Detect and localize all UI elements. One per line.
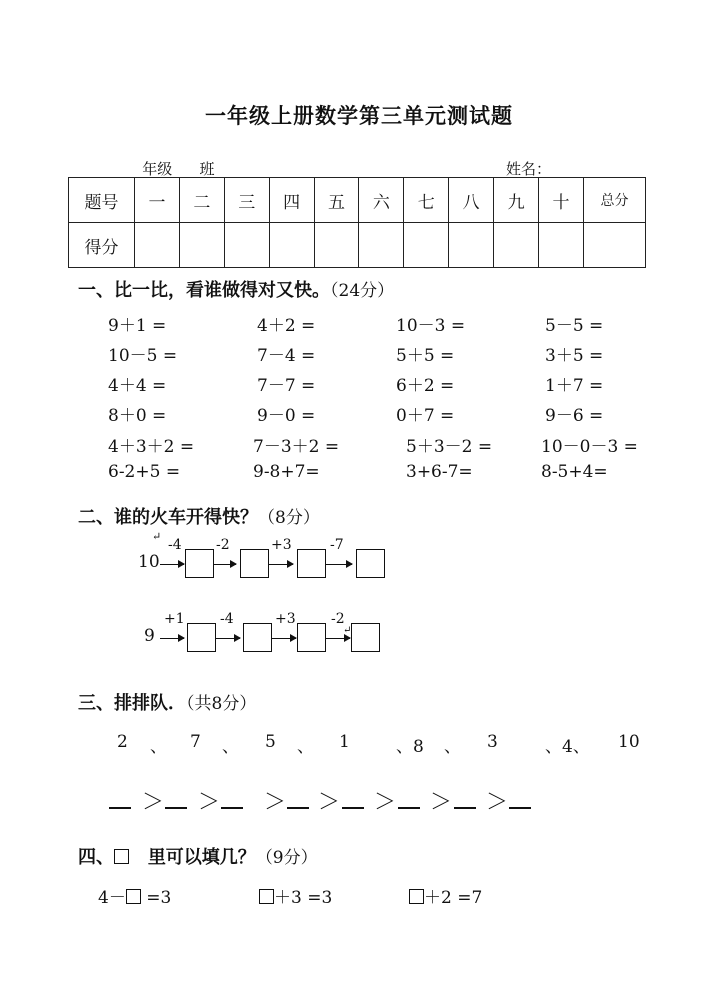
train2-box-3[interactable] [297,623,326,652]
table-cell: 七 [404,178,449,223]
score-cell[interactable] [269,223,314,268]
answer-square[interactable] [409,889,424,904]
separator: 、 [297,737,314,757]
score-cell[interactable] [449,223,494,268]
section4-item-1: 4－ =3 [98,888,172,908]
table-cell: 三 [224,178,269,223]
answer-blank[interactable] [454,807,476,809]
equation: 0＋7 = [396,406,455,426]
equation: 6-2+5 = [108,462,181,482]
equation: 5＋3－2 = [406,437,493,457]
train2-box-4[interactable] [351,623,380,652]
answer-square[interactable] [126,889,141,904]
equation: 6＋2 = [396,376,455,396]
section2-points: （8分） [258,508,320,528]
equation: 5－5 = [545,316,604,336]
score-cell[interactable] [584,223,646,268]
equation: 10－5 = [108,346,178,366]
train2-op-3: +3 [275,611,296,627]
arrow-icon [160,638,184,639]
train1-op-3: +3 [271,537,292,553]
arrow-icon [214,564,236,565]
equation: 10－3 = [396,316,466,336]
number-item: 、4、 [545,737,590,757]
page-title: 一年级上册数学第三单元测试题 [205,103,513,128]
greater-than-sign: ＞ [264,790,287,815]
equation: 9－0 = [257,406,316,426]
train1-op-2: -2 [216,537,230,553]
section1-heading: 一、比一比，看谁做得对又快。（24分） [78,280,395,301]
table-cell: 一 [135,178,180,223]
score-table-header-row [69,178,646,223]
arrow-icon [272,638,296,639]
train2-op-1: +1 [164,611,185,627]
table-cell: 六 [359,178,404,223]
equation: 9-8+7= [253,462,320,482]
answer-blank[interactable] [398,807,420,809]
table-cell: 九 [494,178,539,223]
table-cell: 四 [269,178,314,223]
section3-heading: 三、排排队．（共8分） [78,693,257,714]
train2-box-2[interactable] [243,623,272,652]
greater-than-sign: ＞ [430,790,453,815]
answer-blank[interactable] [165,807,187,809]
equation: 4＋3＋2 = [108,437,195,457]
score-cell[interactable] [404,223,449,268]
arrow-icon [326,638,350,639]
answer-blank[interactable] [287,807,309,809]
arrow-icon [326,564,352,565]
number-item: 7 [190,732,201,752]
train2-op-2: -4 [220,611,234,627]
arrow-icon [216,638,240,639]
separator: 、 [150,737,167,757]
equation: 8-5+4= [541,462,608,482]
score-cell[interactable] [135,223,180,268]
table-cell: 总分 [584,178,646,223]
score-cell[interactable] [314,223,359,268]
section1-points: （24分） [330,281,395,301]
score-cell[interactable] [224,223,269,268]
square-icon [114,849,129,864]
name-line: 姓名：_ ________ [506,160,624,178]
arrow-icon [269,564,293,565]
train1-start: 10 [138,552,160,572]
section4-points: （9分） [255,848,318,868]
equation: 10－0－3 = [541,437,638,457]
train1-box-2[interactable] [240,549,269,578]
score-table-score-row [69,223,646,268]
train1-op-4: -7 [330,537,344,553]
number-item: 2 [117,732,128,752]
equation: 9＋1 = [108,316,167,336]
table-cell: 二 [179,178,224,223]
equation: 4＋4 = [108,376,167,396]
greater-than-sign: ＞ [318,790,341,815]
answer-blank[interactable] [109,807,131,809]
score-cell[interactable] [494,223,539,268]
greater-than-sign: ＞ [486,790,509,815]
train2-op-4: -2 [331,611,345,627]
return-mark-icon: ↵ [343,625,352,636]
score-cell[interactable] [359,223,404,268]
train1-box-4[interactable] [356,549,385,578]
train2-box-1[interactable] [187,623,216,652]
answer-blank[interactable] [509,807,531,809]
score-table [68,177,646,268]
number-item: 3 [487,732,498,752]
section2-heading: 二、谁的火车开得快？（8分） [78,507,320,528]
separator: 、 [444,737,461,757]
arrow-icon [160,564,184,565]
section4-item-2: ＋3 =3 [259,883,332,908]
equation: 9－6 = [545,406,604,426]
answer-blank[interactable] [342,807,364,809]
equation: 7－3＋2 = [253,437,340,457]
equation: 8＋0 = [108,406,167,426]
answer-blank[interactable] [221,807,243,809]
equation: 4＋2 = [257,316,316,336]
score-cell[interactable] [539,223,584,268]
greater-than-sign: ＞ [198,790,221,815]
section4-heading: 四、 里可以填几？（9分） [78,847,318,868]
train2-start: 9 [144,626,155,646]
greater-than-sign: ＞ [142,790,165,815]
class-line: __ ___年级_ __班 [100,160,215,178]
equation: 7－4 = [257,346,316,366]
answer-square[interactable] [259,889,274,904]
greater-than-sign: ＞ [374,790,397,815]
table-cell: 题号 [69,178,135,223]
number-item: 10 [618,732,640,752]
section3-points: （共8分） [186,694,257,714]
table-cell: 八 [449,178,494,223]
number-item: 、8 [396,737,424,757]
train1-box-3[interactable] [297,549,326,578]
score-cell[interactable] [179,223,224,268]
table-cell: 得分 [69,223,135,268]
return-mark-icon: ↵ [152,530,162,543]
section4-item-3: ＋2 =7 [409,883,482,908]
number-item: 1 [339,732,350,752]
table-cell: 五 [314,178,359,223]
equation: 5＋5 = [396,346,455,366]
train1-box-1[interactable] [185,549,214,578]
equation: 1＋7 = [545,376,604,396]
table-cell: 十 [539,178,584,223]
train1-op-1: -4 [168,537,182,553]
equation: 3＋5 = [545,346,604,366]
number-item: 5 [265,732,276,752]
separator: 、 [222,737,239,757]
equation: 7－7 = [257,376,316,396]
equation: 3+6-7= [406,462,473,482]
